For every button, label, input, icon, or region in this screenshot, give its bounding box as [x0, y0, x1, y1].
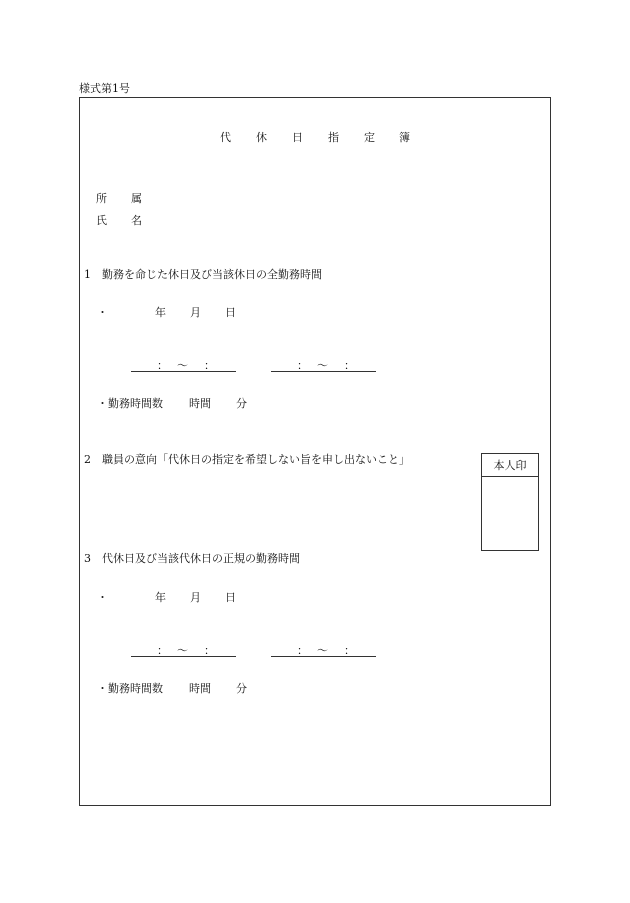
section3-day-label: 日: [225, 591, 236, 604]
colon: ：: [204, 359, 215, 372]
colon: ：: [344, 359, 355, 372]
form-number: 様式第1号: [79, 82, 130, 95]
time-underline: [271, 371, 376, 372]
colon: ：: [204, 644, 215, 657]
section1-heading: 1 勤務を命じた休日及び当該休日の全勤務時間: [84, 268, 322, 281]
name-label-char: 氏: [96, 214, 107, 227]
section3-month-label: 月: [190, 591, 201, 604]
colon: ：: [297, 359, 308, 372]
section3-hours-unit: 時間: [189, 682, 211, 695]
section3-heading: 3 代休日及び当該代休日の正規の勤務時間: [84, 552, 300, 565]
tilde: ～: [177, 359, 188, 372]
section1-month-label: 月: [190, 306, 201, 319]
seal-box-label: 本人印: [482, 454, 538, 477]
time-underline: [131, 656, 236, 657]
colon: ：: [157, 644, 168, 657]
colon: ：: [157, 359, 168, 372]
name-label-char: 名: [131, 214, 142, 227]
section1-hours-unit: 時間: [189, 397, 211, 410]
section3-date-bullet: ・: [97, 591, 108, 604]
section1-day-label: 日: [225, 306, 236, 319]
section2-heading: 2 職員の意向「代休日の指定を希望しない旨を申し出ないこと」: [84, 453, 410, 466]
title-char: 定: [364, 131, 375, 144]
time-underline: [271, 656, 376, 657]
section1-date-bullet: ・: [97, 306, 108, 319]
title-char: 休: [256, 131, 267, 144]
tilde: ～: [317, 644, 328, 657]
colon: ：: [297, 644, 308, 657]
section3-minutes-unit: 分: [236, 682, 247, 695]
time-underline: [131, 371, 236, 372]
affiliation-label-char: 属: [131, 192, 142, 205]
section1-minutes-unit: 分: [236, 397, 247, 410]
title-char: 代: [220, 131, 231, 144]
section1-hours-label: ・勤務時間数: [97, 397, 163, 410]
seal-box: [481, 453, 539, 551]
title-char: 簿: [399, 131, 410, 144]
tilde: ～: [317, 359, 328, 372]
form-frame: [79, 97, 551, 806]
title-char: 日: [292, 131, 303, 144]
affiliation-label-char: 所: [96, 192, 107, 205]
section1-year-label: 年: [155, 306, 166, 319]
tilde: ～: [177, 644, 188, 657]
colon: ：: [344, 644, 355, 657]
section3-year-label: 年: [155, 591, 166, 604]
section3-hours-label: ・勤務時間数: [97, 682, 163, 695]
title-char: 指: [328, 131, 339, 144]
